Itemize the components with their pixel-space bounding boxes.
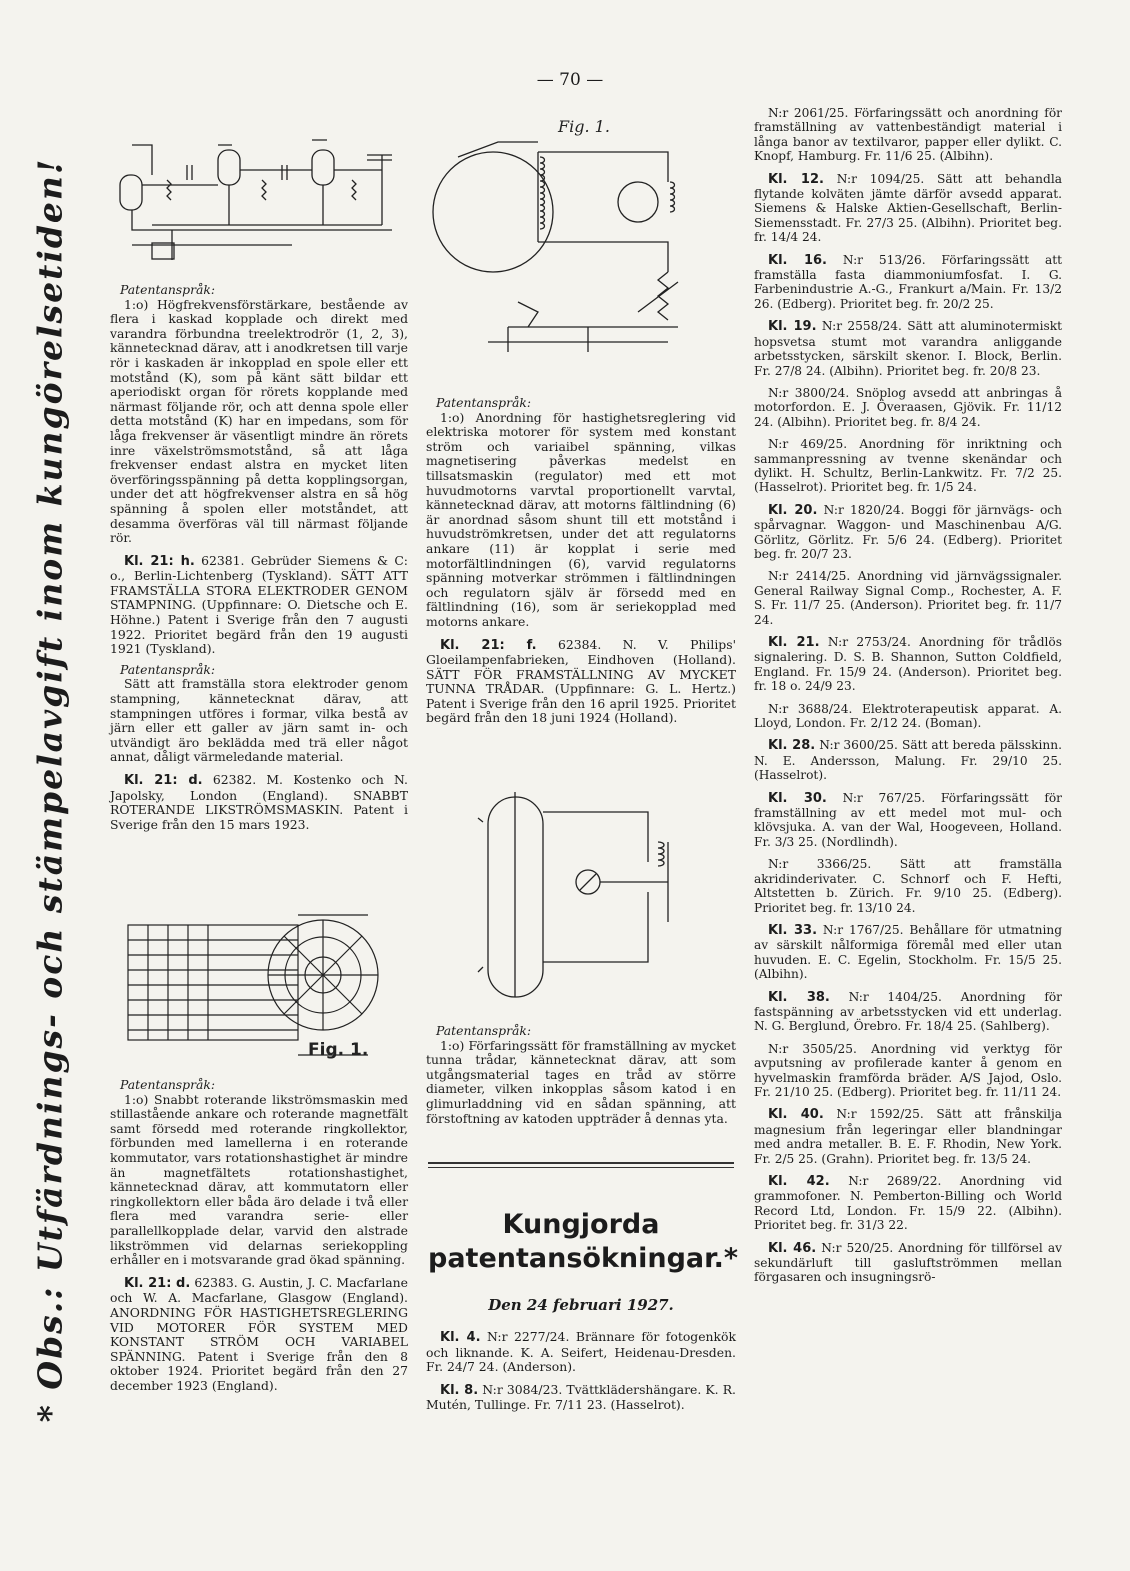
section-date: Den 24 februari 1927. <box>488 1296 674 1314</box>
application-entry <box>754 253 1062 312</box>
class-label: Kl. 20. <box>768 502 818 518</box>
application-entry <box>754 1241 1062 1285</box>
amplifier-circuit-figure <box>112 125 402 270</box>
motor-regulation-figure <box>428 112 733 374</box>
class-label: Kl. 16. <box>768 252 827 268</box>
entry-text: N:r 520/25. Anordning för tillförsel av sekundärluft till gasluftströmmen mellan förgasaren och insugningsrö- <box>754 1240 1062 1285</box>
entry-text: N:r 2753/24. Anordning för trådlös signalering. D. S. B. Shannon, Sutton Coldfield, England. Fr. 15/9 24. (Anderson). Prioritet beg. fr. 18 o. 24/9 23. <box>754 635 1062 694</box>
claim-label: Patentanspråk: <box>120 282 216 297</box>
dc-machine-figure <box>118 905 380 1067</box>
application-entry: N:r 3688/24. Elektroterapeutisk apparat. A. Lloyd, London. Fr. 2/12 24. (Boman). <box>754 701 1062 731</box>
entry-text: N:r 513/26. Förfaringssätt att framställa fasta diammoniumfosfat. I. G. Farbenindustrie A.-G., Frankurt a/Main. Fr. 13/2 26. (Edberg). Prioritet beg. fr. 20/2 25. <box>754 252 1063 311</box>
application-entry <box>754 635 1062 694</box>
column-1-lower <box>110 1072 408 1393</box>
patent-entry-62383 <box>110 1276 408 1394</box>
application-entry: N:r 2061/25. Förfaringssätt och anordning för framställning av vattenbeständigt material i långa banor av textilvaror, papper eller dylikt. C. Knopf, Hamburg. Fr. 11/6 25. (Albihn). <box>754 106 1062 164</box>
patent-entry-62381 <box>110 554 408 657</box>
application-entry <box>426 1383 736 1413</box>
class-label: Kl. 21: f. <box>440 637 537 653</box>
applications-column-2 <box>426 1330 736 1413</box>
class-label: Kl. 40. <box>768 1107 824 1123</box>
claim-text: 1:o) Förfaringssätt för framställning av mycket tunna trådar, kännetecknat därav, att som utgångsmaterial tages en tråd av större diameter, vilken inkopplas såsom katod i en glimurladdning vid en sådan spänning, att förstoftning av katoden uppträder å dennas yta. <box>426 1037 736 1126</box>
patent-entry-62384 <box>426 638 736 727</box>
class-label: Kl. 21: h. <box>124 553 195 569</box>
claim-label: Patentanspråk: <box>436 395 532 410</box>
column-2 <box>426 390 736 726</box>
entry-text: 62384. N. V. Philips' Gloeilampenfabrieken, Eindhoven (Holland). SÄTT FÖR FRAMSTÄLLNING AV MYCKET TUNNA TRÅDAR. (Uppfinnare: G. L. Hertz.) Patent i Sverige från den 16 april 1925. Prioritet begärd från den 18 juni 1924 (Holland). <box>426 636 736 726</box>
application-entry <box>754 503 1062 562</box>
entry-text: N:r 1592/25. Sätt att frånskilja magnesium från legeringar eller blandningar med andra metaller. B. E. F. Rhodin, New York. Fr. 2/5 25. (Grahn). Prioritet beg. fr. 13/5 24. <box>754 1107 1062 1166</box>
class-label: Kl. 33. <box>768 922 818 938</box>
entry-text: N:r 767/25. Förfaringssätt för framställning av ett medel mot mul- och klövsjuka. A. van der Wal, Hoogeveen, Holland. Fr. 3/3 25. (Nordlindh). <box>754 790 1062 849</box>
claim-label: Patentanspråk: <box>120 1077 216 1092</box>
entry-text: 62383. G. Austin, J. C. Macfarlane och W. A. Macfarlane, Glasgow (England). ANORDNING FÖR HASTIGHETSREGLERING VID MOTORER FÖR SYSTEM MED KONSTANT STRÖM OCH VARIABEL SPÄNNING. Patent i Sverige från den 8 oktober 1924. Prioritet begärd från den 27 december 1923 (England). <box>110 1274 408 1393</box>
patent-entry-62382 <box>110 773 408 832</box>
entry-text: N:r 2277/24. Brännare för fotogenkök och liknande. K. A. Seifert, Heidenau-Dresden. Fr. 24/7 24. (Anderson). <box>426 1329 736 1375</box>
entry-text: N:r 3600/25. Sätt att bereda pälsskinn. N. E. Andersson, Malung. Fr. 29/10 25. (Hasselrot). <box>754 738 1062 783</box>
application-entry: N:r 469/25. Anordning för inriktning och sammanpressning av tvenne skenändar och dylikt. H. Schultz, Berlin-Lankwitz. Fr. 7/2 25. (Hasselrot). Prioritet beg. fr. 1/5 24. <box>754 437 1062 495</box>
entry-text: 62382. M. Kostenko och N. Japolsky, London (England). SNABBT ROTERANDE LIKSTRÖMSMASKIN. Patent i Sverige från den 15 mars 1923. <box>110 772 408 832</box>
class-label: Kl. 30. <box>768 790 827 806</box>
claim-text: 1:o) Anordning för hastighetsreglering vid elektriska motorer för system med konstant ström och variaibel spänning, vilkas magnetisering påverkas medelst en tillsatsmaskin (regulator) med ett mot huvudmotorns varvtal proportionellt varvtal, kännetecknad därav, att motorns fältlindning (6) är anordnad såsom shunt till ett motstånd i huvudströmkretsen, under det att regulatorns ankare (11) är kopplat i serie med motorfältlindningen (6), varvid regulatorns spänning motverkar strömmen i fältlindningen och regulatorn själv är försedd med en fältlindning (16), som är seriekopplad med motorns ankare. <box>426 409 736 629</box>
entry-text: N:r 2558/24. Sätt att aluminotermiskt hopsvetsa stumt mot varandra anliggande arbetsstycken, särskilt skenor. I. Block, Berlin. Fr. 27/8 24. (Albihn). Prioritet beg. fr. 20/8 23. <box>754 319 1063 378</box>
application-entry: N:r 2414/25. Anordning vid järnvägssignaler. General Railway Signal Comp., Rochester, A. F. S. Fr. 11/7 25. (Anderson). Prioritet beg. fr. 11/7 24. <box>754 569 1062 627</box>
application-entry <box>754 738 1062 782</box>
application-entry <box>426 1330 736 1375</box>
class-label: Kl. 21: d. <box>124 1275 191 1291</box>
application-entry <box>754 923 1062 982</box>
section-divider-thin <box>428 1167 734 1168</box>
class-label: Kl. 12. <box>768 171 824 187</box>
class-label: Kl. 42. <box>768 1174 830 1189</box>
claim-label: Patentanspråk: <box>436 1023 532 1038</box>
entry-text: N:r 1094/25. Sätt att behandla flytande kolväten jämte därför avsedd apparat. Siemens & Halske Aktien-Gesellschaft, Berlin-Siemensstadt. Fr. 27/3 25. (Albihn). Prioritet beg. fr. 14/4 24. <box>754 171 1062 245</box>
glow-discharge-figure <box>468 782 700 1004</box>
class-label: Kl. 19. <box>768 319 817 335</box>
claim-text: 1:o) Snabbt roterande likströmsmaskin med stillastående ankare och roterande magnetfält samt försedd med roterande ringkollektor, förbunden med lamellerna i en roterande kommutator, vars rotationshastighet är mindre än magnetfältets rotationshastighet, kännetecknad därav, att kommutatorn eller ringkollektorn eller båda äro delade i två eller flera med varandra serie- eller parallellkopplade delar, varvid den alstrade likströmmen vid delarnas seriekoppling erhåller en i motsvarande grad ökad spänning. <box>110 1091 408 1268</box>
application-entry <box>754 1107 1062 1166</box>
class-label: Kl. 38. <box>768 989 830 1005</box>
entry-text: N:r 1404/25. Anordning för fastspänning av arbetsstycken vid ett underlag. N. G. Berglund, Örebro. Fr. 18/4 25. (Sahlberg). <box>754 989 1063 1034</box>
class-label: Kl. 21. <box>768 635 820 650</box>
sidebar-notice <box>28 157 72 1423</box>
application-entry <box>754 172 1062 245</box>
column-2-lower <box>426 1018 736 1126</box>
application-entry: N:r 3505/25. Anordning vid verktyg för avputsning av profilerade kanter å genom en hyvelmaskin framförda bräder. A/S Jajod, Oslo. Fr. 21/10 25. (Edberg). Prioritet beg. fr. 11/11 24. <box>754 1041 1062 1099</box>
entry-text: N:r 1767/25. Behållare för utmatning av särskilt nålformiga föremål med eller utan huvuden. E. C. Egelin, Stockholm. Fr. 15/5 25. (Albihn). <box>754 922 1062 982</box>
claim-text: Sätt att framställa stora elektroder genom stampning, kännetecknat därav, att stampningen utföres i formar, vilka bestå av järn eller ett galler av järn samt in- och utvändigt äro beklädda med trä eller något annat, dåligt värmeledande material. <box>110 676 408 765</box>
application-entry: N:r 3366/25. Sätt att framställa akridinderivater. C. Schnorf och F. Hefti, Altstetten b. Zürich. Fr. 9/10 25. (Edberg). Prioritet beg. fr. 13/10 24. <box>754 857 1062 915</box>
application-entry <box>754 1174 1062 1233</box>
class-label: Kl. 21: d. <box>124 773 203 788</box>
application-entry <box>754 319 1062 378</box>
figure-label: Fig. 1. <box>308 1040 369 1060</box>
class-label: Kl. 28. <box>768 738 816 754</box>
column-1 <box>110 277 408 832</box>
application-entry <box>754 990 1062 1034</box>
page-number: — 70 — <box>536 70 604 90</box>
class-label: Kl. 4. <box>440 1330 481 1345</box>
section-divider <box>428 1162 734 1164</box>
class-label: Kl. 46. <box>768 1240 817 1256</box>
sidebar-notice-text: * Obs.: Utfärdnings- och stämpelavgift inom kungörelsetiden! <box>30 157 70 1423</box>
claim-text: 1:o) Högfrekvensförstärkare, bestående av flera i kaskad kopplade och direkt med varandra förbundna treelektrodrör (1, 2, 3), kännetecknad därav, att i anodkretsen till varje rör i kaskaden är inkopplad en spole eller ett motstånd (K), som på känt sätt bildar ett aperiodiskt organ för rörets kopplande med närmast följande rör, och att denna spole eller detta motstånd (K) har en impedans, som för låga frekvenser är väsentligt mindre än rörets inre växelströmsmotstånd, så att låga frekvenser endast alstra en mycket liten överföringsspänning på detta kopplingsorgan, under det att högfrekvenser alstra en så hög spänning å spolen eller motståndet, att desamma överföras väl till närmast följande rör. <box>110 296 408 546</box>
application-entry <box>754 791 1062 850</box>
entry-text: N:r 2689/22. Anordning vid grammofoner. N. Pemberton-Billing och World Record Ltd, London. Fr. 15/9 22. (Albihn). Prioritet beg. fr. 31/3 22. <box>754 1174 1062 1233</box>
figure-label: Fig. 1. <box>558 117 610 136</box>
column-3 <box>754 106 1062 1285</box>
section-title: Kungjorda patentansökningar.* <box>428 1209 738 1274</box>
entry-text: N:r 3084/23. Tvättklädershängare. K. R. Mutén, Tullinge. Fr. 7/11 23. (Hasselrot). <box>426 1381 736 1413</box>
class-label: Kl. 8. <box>440 1382 479 1398</box>
entry-text: N:r 1820/24. Boggi för järnvägs- och spårvagnar. Waggon- und Maschinenbau A/G. Görlitz, Görlitz. Fr. 5/6 24. (Edberg). Prioritet beg. fr. 20/7 23. <box>754 502 1062 561</box>
application-entry: N:r 3800/24. Snöplog avsedd att anbringas å motorfordon. E. J. Överaasen, Gjövik. Fr. 11/12 24. (Albihn). Prioritet beg. fr. 8/4 24. <box>754 385 1062 429</box>
claim-label: Patentanspråk: <box>120 661 216 677</box>
entry-text: 62381. Gebrüder Siemens & C: o., Berlin-Lichtenberg (Tyskland). SÄTT ATT FRAMSTÄLLA STORA ELEKTRODER GENOM STAMPNING. (Uppfinnare: O. Dietsche och E. Höhne.) Patent i Sverige från den 7 augusti 1922. Prioritet begärd från den 19 augusti 1921 (Tyskland). <box>110 552 408 657</box>
